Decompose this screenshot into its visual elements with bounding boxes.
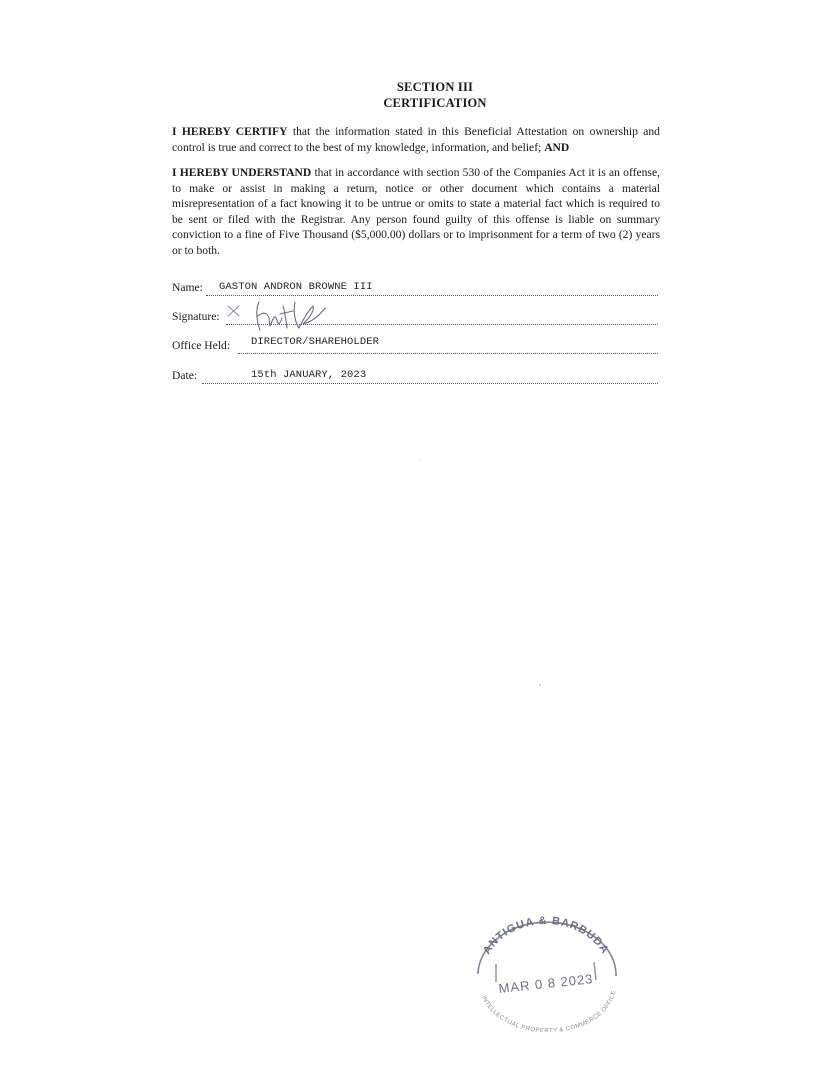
svg-text:INTELLECTUAL PROPERTY & COMMER — [480, 989, 618, 1032]
date-label: Date: — [172, 369, 198, 382]
certify-tail: AND — [544, 140, 570, 154]
understand-body: that in accordance with section 530 of the Companies Act it is an offense, to make or assist in making a return, notice or other document which contains a material misrepresentation of a fact knowing it to be untrue or omits to state a material fact which is required to be sent or filed with the Registrar. Any person found guilty of this offense is liable on summary conviction to a fine of Five Thousand ($5,000.00) dollars or to imprisonment for a term of two (2) years or to both. — [172, 166, 660, 257]
certify-body: that the information stated in this Beneficial Attestation on ownership and control is true and correct to the best of my knowledge, information, and belief; — [172, 125, 660, 154]
stamp-top-text: ANTIGUA & BARBUDA — [480, 914, 612, 957]
stamp-date: MAR 0 8 2023 — [497, 971, 595, 996]
office-stamp — [466, 912, 626, 1032]
office-label: Office Held: — [172, 339, 231, 352]
signature-label: Signature: — [172, 310, 220, 323]
name-value: GASTON ANDRON BROWNE III — [219, 281, 373, 293]
name-label: Name: — [172, 281, 203, 294]
understand-lead: I HEREBY UNDERSTAND — [172, 166, 312, 179]
section-title: CERTIFICATION — [383, 96, 487, 110]
svg-text:ANTIGUA & BARBUDA — [481, 915, 611, 957]
office-value: DIRECTOR/SHAREHOLDER — [251, 336, 380, 348]
section-number: SECTION III — [396, 80, 474, 94]
date-value: 15th JANUARY, 2023 — [251, 369, 367, 381]
certify-lead: I HEREBY CERTIFY — [172, 125, 288, 138]
stamp-bottom-text: INTELLECTUAL PROPERTY & COMMERCE OFFICE — [480, 989, 618, 1032]
